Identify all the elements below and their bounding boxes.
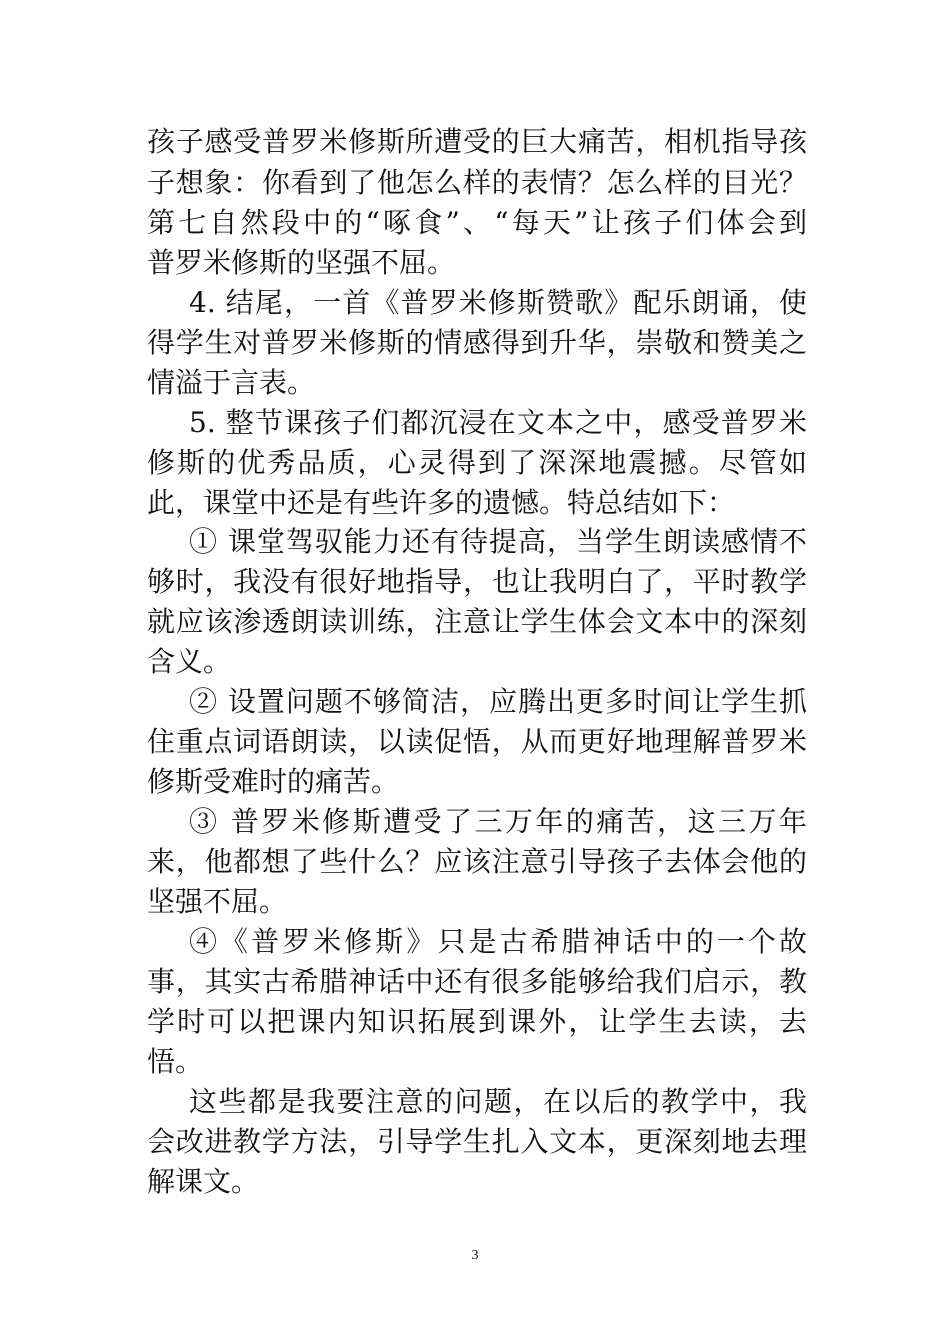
text-line: 修斯的优秀品质，心灵得到了深深地震撼。尽管如 xyxy=(147,446,807,479)
text-line: 学时可以把课内知识拓展到课外，让学生去读，去 xyxy=(147,1005,807,1038)
text-line: 情溢于言表。 xyxy=(147,366,316,399)
paragraph-start-line: 5. 整节课孩子们都沉浸在文本之中，感受普罗米 xyxy=(189,406,807,439)
text-line: 普罗米修斯的坚强不屈。 xyxy=(147,246,456,279)
paragraph-start-line: 这些都是我要注意的问题，在以后的教学中，我 xyxy=(189,1085,807,1118)
list-item-4-line: ④《普罗米修斯》只是古希腊神话中的一个故 xyxy=(189,925,807,958)
list-item-3-line: ③ 普罗米修斯遭受了三万年的痛苦，这三万年 xyxy=(189,805,807,838)
list-item-1-line: ① 课堂驾驭能力还有待提高，当学生朗读感情不 xyxy=(189,525,807,558)
text-line: 坚强不屈。 xyxy=(147,885,288,918)
text-line: 住重点词语朗读，以读促悟，从而更好地理解普罗米 xyxy=(147,725,807,758)
list-item-2-line: ② 设置问题不够简洁，应腾出更多时间让学生抓 xyxy=(189,685,807,718)
text-line: 事，其实古希腊神话中还有很多能够给我们启示，教 xyxy=(147,965,807,998)
text-line: 会改进教学方法，引导学生扎入文本，更深刻地去理 xyxy=(147,1125,807,1158)
text-line: 够时，我没有很好地指导，也让我明白了，平时教学 xyxy=(147,565,807,598)
text-line: 子想象：你看到了他怎么样的表情？怎么样的目光？ xyxy=(147,166,807,199)
text-line: 悟。 xyxy=(147,1045,204,1078)
paragraph-start-line: 4. 结尾，一首《普罗米修斯赞歌》配乐朗诵，使 xyxy=(189,286,807,319)
text-line: 就应该渗透朗读训练，注意让学生体会文本中的深刻 xyxy=(147,605,807,638)
text-line: 解课文。 xyxy=(147,1165,260,1198)
text-line: 此，课堂中还是有些许多的遗憾。特总结如下： xyxy=(147,486,736,519)
text-line: 得学生对普罗米修斯的情感得到升华，崇敬和赞美之 xyxy=(147,326,807,359)
text-line: 第七自然段中的“啄食”、“每天”让孩子们体会到 xyxy=(147,206,807,239)
page-number: 3 xyxy=(471,1248,479,1263)
text-line: 孩子感受普罗米修斯所遭受的巨大痛苦，相机指导孩 xyxy=(147,125,807,158)
text-line: 含义。 xyxy=(147,645,232,678)
text-line: 来，他都想了些什么？应该注意引导孩子去体会他的 xyxy=(147,845,807,878)
text-line: 修斯受难时的痛苦。 xyxy=(147,765,400,798)
